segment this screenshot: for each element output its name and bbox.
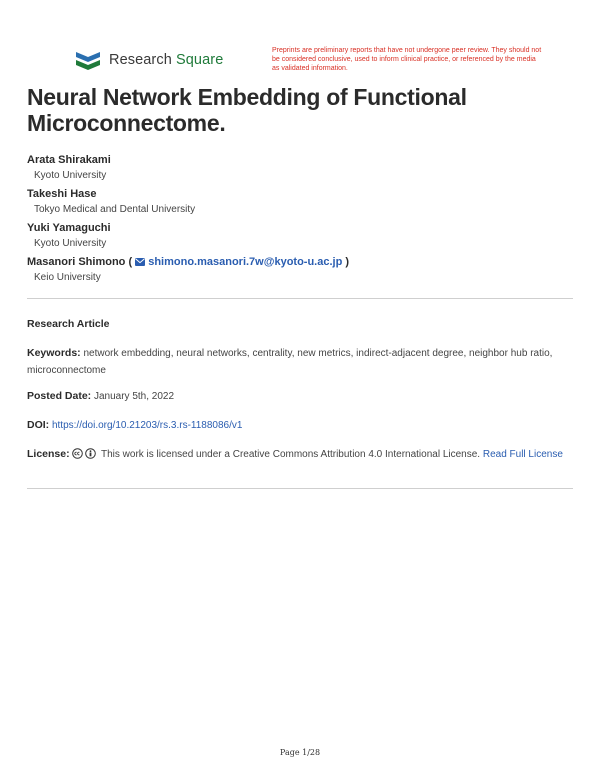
posted-date-value: January 5th, 2022	[93, 391, 175, 402]
posted-date-label: Posted Date:	[27, 390, 92, 402]
author-entry	[27, 254, 577, 288]
preprint-disclaimer: Preprints are preliminary reports that have not undergone peer review. They should not be considered conclusive, used to inform clinical practice, or referenced by the media as validated information.	[272, 47, 542, 72]
doi-label: DOI:	[27, 419, 50, 431]
author-entry	[27, 220, 577, 254]
read-full-license-link[interactable]: Read Full License	[482, 449, 563, 460]
author-affiliation: Tokyo Medical and Dental University	[34, 204, 196, 215]
by-icon	[85, 448, 96, 459]
author-name: Masanori Shimono	[27, 256, 126, 268]
keywords-value: network embedding, neural networks, centrality, new metrics, indirect-adjacent degree, neighbor hub ratio, microconnectome	[27, 348, 553, 376]
author-entry	[27, 152, 577, 186]
research-square-logo-icon	[74, 48, 102, 72]
license-text: This work is licensed under a Creative Commons Attribution 4.0 International License.	[101, 449, 481, 460]
author-email-link[interactable]: shimono.masanori.7w@kyoto-u.ac.jp	[148, 256, 343, 268]
posted-date-block	[27, 388, 567, 405]
corresponding-author	[27, 254, 577, 270]
doi-block	[27, 417, 567, 434]
author-name: Yuki Yamaguchi	[27, 222, 111, 234]
section-divider	[27, 298, 573, 299]
section-divider	[27, 488, 573, 489]
license-label: License:	[27, 448, 70, 460]
author-name: Takeshi Hase	[27, 188, 97, 200]
keywords-label: Keywords:	[27, 347, 81, 359]
page-number: Page 1/28	[279, 748, 321, 757]
logo-text-research: Research	[109, 52, 172, 68]
email-group: ( shimono.masanori.7w@kyoto-u.ac.jp )	[128, 256, 350, 268]
cc-icon	[72, 448, 83, 459]
logo-text-square: Square	[176, 52, 224, 68]
article-type	[27, 316, 567, 333]
logo-text	[109, 52, 223, 68]
author-affiliation: Kyoto University	[34, 170, 107, 181]
author-name: Arata Shirakami	[27, 154, 111, 166]
author-entry	[27, 186, 577, 220]
paper-title: Neural Network Embedding of Functional Microconnectome.	[27, 84, 467, 136]
author-affiliation: Keio University	[34, 272, 101, 283]
author-affiliation: Kyoto University	[34, 238, 107, 249]
doi-link[interactable]: https://doi.org/10.21203/rs.3.rs-1188086/v1	[51, 420, 243, 431]
research-square-logo[interactable]	[74, 48, 223, 72]
article-type-label: Research Article	[27, 318, 110, 330]
keywords-block	[27, 345, 567, 379]
envelope-icon	[135, 258, 145, 266]
author-list	[27, 152, 577, 288]
license-block	[27, 446, 567, 463]
